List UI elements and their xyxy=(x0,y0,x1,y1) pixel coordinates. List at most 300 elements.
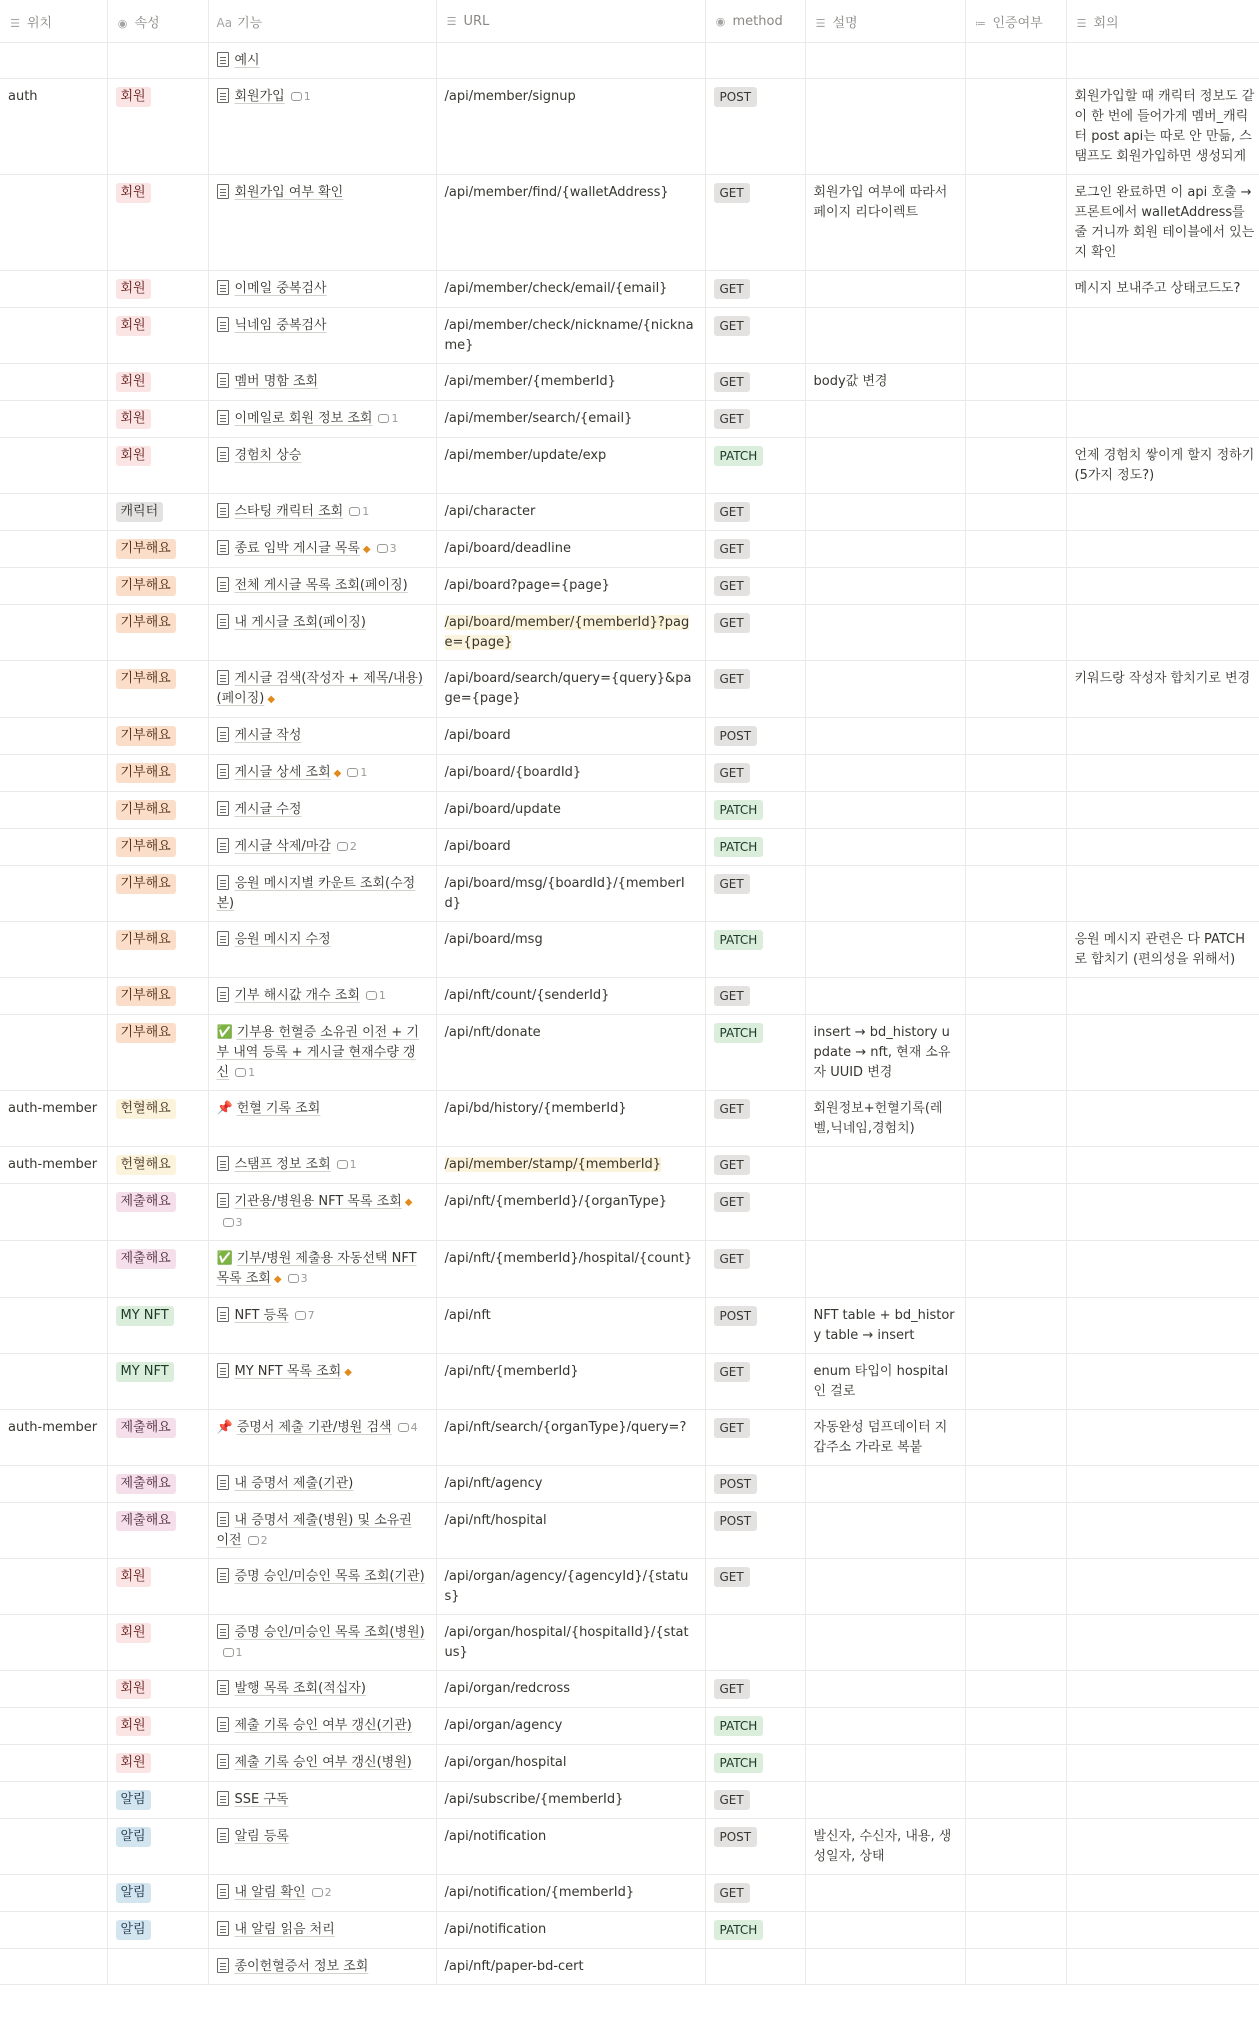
feature-name-link[interactable]: 예시 xyxy=(234,53,260,68)
cell-meeting[interactable] xyxy=(1066,978,1259,1015)
cell-url[interactable] xyxy=(436,978,705,1015)
table-row[interactable] xyxy=(0,79,1259,175)
cell-method[interactable] xyxy=(705,568,805,605)
cell-meeting[interactable] xyxy=(1066,1298,1259,1354)
cell-location[interactable] xyxy=(0,438,107,494)
cell-attribute[interactable] xyxy=(107,531,208,568)
column-header-1[interactable] xyxy=(107,0,208,43)
cell-location[interactable] xyxy=(0,531,107,568)
cell-method[interactable] xyxy=(705,1410,805,1466)
cell-auth[interactable] xyxy=(965,866,1066,922)
column-header-5[interactable] xyxy=(805,0,965,43)
feature-name-link[interactable]: 게시글 삭제/마감 xyxy=(234,839,331,854)
cell-feature[interactable] xyxy=(208,438,436,494)
cell-attribute[interactable] xyxy=(107,866,208,922)
comment-count[interactable] xyxy=(223,1646,243,1659)
cell-url[interactable] xyxy=(436,79,705,175)
cell-url[interactable] xyxy=(436,605,705,661)
table-row[interactable] xyxy=(0,364,1259,401)
cell-attribute[interactable] xyxy=(107,175,208,271)
column-header-7[interactable] xyxy=(1066,0,1259,43)
table-row[interactable] xyxy=(0,1782,1259,1819)
cell-auth[interactable] xyxy=(965,401,1066,438)
cell-feature[interactable] xyxy=(208,494,436,531)
cell-auth[interactable] xyxy=(965,568,1066,605)
cell-description[interactable] xyxy=(805,605,965,661)
cell-feature[interactable] xyxy=(208,364,436,401)
table-row[interactable] xyxy=(0,792,1259,829)
comment-count[interactable] xyxy=(377,542,397,555)
cell-url[interactable] xyxy=(436,1466,705,1503)
cell-auth[interactable] xyxy=(965,531,1066,568)
cell-url[interactable] xyxy=(436,755,705,792)
cell-meeting[interactable] xyxy=(1066,568,1259,605)
cell-description[interactable] xyxy=(805,829,965,866)
cell-url[interactable] xyxy=(436,1091,705,1147)
cell-attribute[interactable] xyxy=(107,755,208,792)
cell-meeting[interactable] xyxy=(1066,79,1259,175)
cell-feature[interactable] xyxy=(208,1708,436,1745)
column-header-6[interactable] xyxy=(965,0,1066,43)
cell-location[interactable] xyxy=(0,829,107,866)
cell-auth[interactable] xyxy=(965,1354,1066,1410)
cell-attribute[interactable] xyxy=(107,718,208,755)
feature-name-link[interactable]: 종료 임박 게시글 목록 xyxy=(234,541,360,556)
cell-meeting[interactable] xyxy=(1066,1912,1259,1949)
cell-feature[interactable] xyxy=(208,1615,436,1671)
cell-location[interactable] xyxy=(0,1466,107,1503)
cell-url[interactable] xyxy=(436,1875,705,1912)
cell-feature[interactable] xyxy=(208,1671,436,1708)
cell-url[interactable] xyxy=(436,1410,705,1466)
cell-location[interactable] xyxy=(0,401,107,438)
cell-location[interactable] xyxy=(0,1708,107,1745)
cell-method[interactable] xyxy=(705,43,805,79)
cell-auth[interactable] xyxy=(965,1559,1066,1615)
feature-name-link[interactable]: 응원 메시지별 카운트 조회(수정본) xyxy=(216,876,416,911)
cell-auth[interactable] xyxy=(965,79,1066,175)
cell-feature[interactable] xyxy=(208,531,436,568)
column-header-2[interactable] xyxy=(208,0,436,43)
cell-meeting[interactable] xyxy=(1066,1559,1259,1615)
cell-feature[interactable] xyxy=(208,922,436,978)
cell-description[interactable] xyxy=(805,1503,965,1559)
feature-name-link[interactable]: 기부 해시값 개수 조회 xyxy=(234,988,360,1003)
cell-attribute[interactable] xyxy=(107,1745,208,1782)
cell-method[interactable] xyxy=(705,1745,805,1782)
cell-auth[interactable] xyxy=(965,1708,1066,1745)
cell-auth[interactable] xyxy=(965,1745,1066,1782)
cell-feature[interactable] xyxy=(208,605,436,661)
cell-auth[interactable] xyxy=(965,1503,1066,1559)
cell-location[interactable] xyxy=(0,1875,107,1912)
cell-attribute[interactable] xyxy=(107,1708,208,1745)
comment-count[interactable] xyxy=(337,840,357,853)
cell-method[interactable] xyxy=(705,364,805,401)
table-row[interactable] xyxy=(0,978,1259,1015)
table-row[interactable] xyxy=(0,1354,1259,1410)
table-row[interactable] xyxy=(0,1708,1259,1745)
cell-attribute[interactable] xyxy=(107,1091,208,1147)
cell-feature[interactable] xyxy=(208,1410,436,1466)
cell-meeting[interactable] xyxy=(1066,1184,1259,1241)
cell-attribute[interactable] xyxy=(107,79,208,175)
cell-auth[interactable] xyxy=(965,1015,1066,1091)
cell-description[interactable] xyxy=(805,1708,965,1745)
cell-url[interactable] xyxy=(436,438,705,494)
feature-name-link[interactable]: 증명 승인/미승인 목록 조회(기관) xyxy=(234,1569,425,1584)
cell-url[interactable] xyxy=(436,1241,705,1298)
cell-meeting[interactable] xyxy=(1066,531,1259,568)
cell-method[interactable] xyxy=(705,1091,805,1147)
cell-location[interactable] xyxy=(0,494,107,531)
cell-attribute[interactable] xyxy=(107,829,208,866)
cell-description[interactable] xyxy=(805,755,965,792)
cell-auth[interactable] xyxy=(965,494,1066,531)
cell-url[interactable] xyxy=(436,531,705,568)
feature-name-link[interactable]: 발행 목록 조회(적십자) xyxy=(234,1681,366,1696)
cell-description[interactable] xyxy=(805,494,965,531)
feature-name-link[interactable]: 알림 등록 xyxy=(234,1829,289,1844)
cell-feature[interactable] xyxy=(208,1782,436,1819)
cell-method[interactable] xyxy=(705,1782,805,1819)
cell-feature[interactable] xyxy=(208,829,436,866)
cell-location[interactable] xyxy=(0,1410,107,1466)
cell-url[interactable] xyxy=(436,1782,705,1819)
cell-description[interactable] xyxy=(805,1354,965,1410)
table-row[interactable] xyxy=(0,1671,1259,1708)
cell-description[interactable] xyxy=(805,79,965,175)
cell-method[interactable] xyxy=(705,718,805,755)
cell-description[interactable] xyxy=(805,978,965,1015)
column-header-3[interactable] xyxy=(436,0,705,43)
cell-method[interactable] xyxy=(705,866,805,922)
cell-meeting[interactable] xyxy=(1066,43,1259,79)
cell-method[interactable] xyxy=(705,401,805,438)
table-row[interactable] xyxy=(0,1745,1259,1782)
cell-description[interactable] xyxy=(805,661,965,718)
feature-name-link[interactable]: 스타팅 캐릭터 조회 xyxy=(234,504,344,519)
cell-meeting[interactable] xyxy=(1066,271,1259,308)
feature-name-link[interactable]: MY NFT 목록 조회 xyxy=(234,1364,342,1379)
feature-name-link[interactable]: 제출 기록 승인 여부 갱신(병원) xyxy=(234,1755,412,1770)
comment-count[interactable] xyxy=(337,1158,357,1171)
cell-location[interactable] xyxy=(0,1782,107,1819)
cell-description[interactable] xyxy=(805,1745,965,1782)
cell-method[interactable] xyxy=(705,605,805,661)
cell-url[interactable] xyxy=(436,661,705,718)
cell-meeting[interactable] xyxy=(1066,1503,1259,1559)
cell-url[interactable] xyxy=(436,1949,705,1985)
feature-name-link[interactable]: 닉네임 중복검사 xyxy=(234,318,327,333)
comment-count[interactable] xyxy=(347,766,367,779)
feature-name-link[interactable]: 게시글 작성 xyxy=(234,728,302,743)
cell-attribute[interactable] xyxy=(107,1503,208,1559)
feature-name-link[interactable]: 내 증명서 제출(병원) 및 소유권 이전 xyxy=(216,1513,412,1548)
cell-url[interactable] xyxy=(436,866,705,922)
cell-location[interactable] xyxy=(0,605,107,661)
cell-feature[interactable] xyxy=(208,661,436,718)
cell-meeting[interactable] xyxy=(1066,1615,1259,1671)
cell-meeting[interactable] xyxy=(1066,364,1259,401)
cell-location[interactable] xyxy=(0,661,107,718)
comment-count[interactable] xyxy=(378,412,398,425)
cell-location[interactable] xyxy=(0,792,107,829)
cell-feature[interactable] xyxy=(208,175,436,271)
feature-name-link[interactable]: 경험치 상승 xyxy=(234,448,302,463)
cell-attribute[interactable] xyxy=(107,1559,208,1615)
cell-feature[interactable] xyxy=(208,308,436,364)
cell-auth[interactable] xyxy=(965,1949,1066,1985)
cell-auth[interactable] xyxy=(965,308,1066,364)
cell-auth[interactable] xyxy=(965,1410,1066,1466)
cell-auth[interactable] xyxy=(965,271,1066,308)
cell-auth[interactable] xyxy=(965,978,1066,1015)
cell-description[interactable] xyxy=(805,438,965,494)
table-row[interactable] xyxy=(0,308,1259,364)
cell-attribute[interactable] xyxy=(107,1875,208,1912)
table-row[interactable] xyxy=(0,755,1259,792)
table-row[interactable] xyxy=(0,922,1259,978)
table-row[interactable] xyxy=(0,1875,1259,1912)
cell-attribute[interactable] xyxy=(107,1147,208,1184)
cell-url[interactable] xyxy=(436,1559,705,1615)
cell-url[interactable] xyxy=(436,1615,705,1671)
column-header-4[interactable] xyxy=(705,0,805,43)
cell-location[interactable] xyxy=(0,43,107,79)
comment-count[interactable] xyxy=(223,1216,243,1229)
cell-description[interactable] xyxy=(805,568,965,605)
cell-location[interactable] xyxy=(0,1184,107,1241)
cell-method[interactable] xyxy=(705,661,805,718)
table-row[interactable] xyxy=(0,1410,1259,1466)
cell-url[interactable] xyxy=(436,1298,705,1354)
cell-auth[interactable] xyxy=(965,364,1066,401)
table-row[interactable] xyxy=(0,438,1259,494)
cell-description[interactable] xyxy=(805,1466,965,1503)
cell-location[interactable] xyxy=(0,978,107,1015)
cell-meeting[interactable] xyxy=(1066,1745,1259,1782)
cell-meeting[interactable] xyxy=(1066,1091,1259,1147)
cell-url[interactable] xyxy=(436,568,705,605)
cell-feature[interactable] xyxy=(208,755,436,792)
cell-url[interactable] xyxy=(436,829,705,866)
cell-meeting[interactable] xyxy=(1066,494,1259,531)
cell-description[interactable] xyxy=(805,718,965,755)
cell-location[interactable] xyxy=(0,1819,107,1875)
cell-description[interactable] xyxy=(805,922,965,978)
cell-auth[interactable] xyxy=(965,1184,1066,1241)
cell-meeting[interactable] xyxy=(1066,605,1259,661)
cell-url[interactable] xyxy=(436,308,705,364)
feature-name-link[interactable]: 내 증명서 제출(기관) xyxy=(234,1476,354,1491)
cell-meeting[interactable] xyxy=(1066,175,1259,271)
cell-location[interactable] xyxy=(0,1091,107,1147)
cell-feature[interactable] xyxy=(208,718,436,755)
cell-feature[interactable] xyxy=(208,1298,436,1354)
cell-description[interactable] xyxy=(805,1241,965,1298)
cell-url[interactable] xyxy=(436,922,705,978)
feature-name-link[interactable]: NFT 등록 xyxy=(234,1308,289,1323)
cell-method[interactable] xyxy=(705,1819,805,1875)
feature-name-link[interactable]: 회원가입 xyxy=(234,89,285,104)
cell-url[interactable] xyxy=(436,792,705,829)
cell-feature[interactable] xyxy=(208,43,436,79)
feature-name-link[interactable]: 내 게시글 조회(페이징) xyxy=(234,615,366,630)
cell-description[interactable] xyxy=(805,401,965,438)
table-row[interactable] xyxy=(0,1241,1259,1298)
cell-url[interactable] xyxy=(436,1184,705,1241)
feature-name-link[interactable]: 헌혈 기록 조회 xyxy=(236,1101,321,1116)
cell-attribute[interactable] xyxy=(107,271,208,308)
cell-attribute[interactable] xyxy=(107,43,208,79)
comment-count[interactable] xyxy=(349,505,369,518)
cell-meeting[interactable] xyxy=(1066,1949,1259,1985)
cell-description[interactable] xyxy=(805,1091,965,1147)
cell-location[interactable] xyxy=(0,568,107,605)
cell-description[interactable] xyxy=(805,175,965,271)
table-row[interactable] xyxy=(0,661,1259,718)
cell-feature[interactable] xyxy=(208,1559,436,1615)
cell-attribute[interactable] xyxy=(107,1241,208,1298)
table-row[interactable] xyxy=(0,1503,1259,1559)
feature-name-link[interactable]: 기관용/병원용 NFT 목록 조회 xyxy=(234,1194,402,1209)
feature-name-link[interactable]: 증명서 제출 기관/병원 검색 xyxy=(236,1420,392,1435)
cell-auth[interactable] xyxy=(965,1615,1066,1671)
cell-location[interactable] xyxy=(0,271,107,308)
cell-auth[interactable] xyxy=(965,1782,1066,1819)
cell-location[interactable] xyxy=(0,79,107,175)
cell-auth[interactable] xyxy=(965,1671,1066,1708)
cell-feature[interactable] xyxy=(208,1015,436,1091)
table-row[interactable] xyxy=(0,43,1259,79)
cell-attribute[interactable] xyxy=(107,494,208,531)
cell-method[interactable] xyxy=(705,531,805,568)
cell-auth[interactable] xyxy=(965,792,1066,829)
feature-name-link[interactable]: 전체 게시글 목록 조회(페이징) xyxy=(234,578,408,593)
cell-url[interactable] xyxy=(436,43,705,79)
cell-auth[interactable] xyxy=(965,1298,1066,1354)
cell-method[interactable] xyxy=(705,1875,805,1912)
comment-count[interactable] xyxy=(398,1421,418,1434)
cell-location[interactable] xyxy=(0,1745,107,1782)
cell-method[interactable] xyxy=(705,922,805,978)
cell-url[interactable] xyxy=(436,1354,705,1410)
cell-auth[interactable] xyxy=(965,1147,1066,1184)
feature-name-link[interactable]: 게시글 검색(작성자 + 제목/내용) (페이징) xyxy=(216,671,424,706)
cell-attribute[interactable] xyxy=(107,1354,208,1410)
cell-location[interactable] xyxy=(0,1949,107,1985)
cell-attribute[interactable] xyxy=(107,1671,208,1708)
table-row[interactable] xyxy=(0,1559,1259,1615)
cell-url[interactable] xyxy=(436,1503,705,1559)
cell-method[interactable] xyxy=(705,1147,805,1184)
cell-attribute[interactable] xyxy=(107,1615,208,1671)
table-row[interactable] xyxy=(0,1912,1259,1949)
cell-location[interactable] xyxy=(0,175,107,271)
cell-description[interactable] xyxy=(805,1671,965,1708)
comment-count[interactable] xyxy=(288,1272,308,1285)
table-row[interactable] xyxy=(0,568,1259,605)
feature-name-link[interactable]: 증명 승인/미승인 목록 조회(병원) xyxy=(234,1625,425,1640)
cell-attribute[interactable] xyxy=(107,438,208,494)
cell-auth[interactable] xyxy=(965,1091,1066,1147)
cell-feature[interactable] xyxy=(208,1147,436,1184)
cell-meeting[interactable] xyxy=(1066,438,1259,494)
cell-feature[interactable] xyxy=(208,1354,436,1410)
cell-description[interactable] xyxy=(805,531,965,568)
cell-meeting[interactable] xyxy=(1066,1819,1259,1875)
cell-auth[interactable] xyxy=(965,829,1066,866)
cell-auth[interactable] xyxy=(965,605,1066,661)
cell-url[interactable] xyxy=(436,1147,705,1184)
table-row[interactable] xyxy=(0,494,1259,531)
cell-method[interactable] xyxy=(705,1298,805,1354)
cell-method[interactable] xyxy=(705,271,805,308)
cell-method[interactable] xyxy=(705,438,805,494)
cell-auth[interactable] xyxy=(965,661,1066,718)
cell-location[interactable] xyxy=(0,755,107,792)
cell-url[interactable] xyxy=(436,1745,705,1782)
cell-meeting[interactable] xyxy=(1066,829,1259,866)
cell-feature[interactable] xyxy=(208,1745,436,1782)
cell-method[interactable] xyxy=(705,175,805,271)
cell-location[interactable] xyxy=(0,1912,107,1949)
cell-attribute[interactable] xyxy=(107,1015,208,1091)
cell-method[interactable] xyxy=(705,1615,805,1671)
cell-description[interactable] xyxy=(805,866,965,922)
cell-description[interactable] xyxy=(805,1559,965,1615)
cell-url[interactable] xyxy=(436,1912,705,1949)
feature-name-link[interactable]: 기부용 헌혈증 소유권 이전 + 기부 내역 등록 + 게시글 현재수량 갱신 xyxy=(216,1025,419,1080)
feature-name-link[interactable]: 내 알림 확인 xyxy=(234,1885,306,1900)
cell-feature[interactable] xyxy=(208,1949,436,1985)
cell-meeting[interactable] xyxy=(1066,755,1259,792)
cell-attribute[interactable] xyxy=(107,1298,208,1354)
cell-attribute[interactable] xyxy=(107,605,208,661)
cell-attribute[interactable] xyxy=(107,1949,208,1985)
cell-url[interactable] xyxy=(436,401,705,438)
cell-feature[interactable] xyxy=(208,866,436,922)
cell-meeting[interactable] xyxy=(1066,792,1259,829)
comment-count[interactable] xyxy=(248,1534,268,1547)
cell-description[interactable] xyxy=(805,43,965,79)
feature-name-link[interactable]: 이메일 중복검사 xyxy=(234,281,327,296)
feature-name-link[interactable]: 종이헌혈증서 정보 조회 xyxy=(234,1959,369,1974)
cell-feature[interactable] xyxy=(208,568,436,605)
table-row[interactable] xyxy=(0,1298,1259,1354)
cell-url[interactable] xyxy=(436,271,705,308)
cell-description[interactable] xyxy=(805,308,965,364)
cell-location[interactable] xyxy=(0,1559,107,1615)
cell-feature[interactable] xyxy=(208,1819,436,1875)
comment-count[interactable] xyxy=(295,1309,315,1322)
cell-method[interactable] xyxy=(705,1184,805,1241)
cell-description[interactable] xyxy=(805,1410,965,1466)
cell-location[interactable] xyxy=(0,1015,107,1091)
cell-url[interactable] xyxy=(436,1015,705,1091)
cell-feature[interactable] xyxy=(208,1503,436,1559)
cell-meeting[interactable] xyxy=(1066,922,1259,978)
cell-feature[interactable] xyxy=(208,271,436,308)
cell-method[interactable] xyxy=(705,1708,805,1745)
cell-method[interactable] xyxy=(705,829,805,866)
table-row[interactable] xyxy=(0,1615,1259,1671)
cell-attribute[interactable] xyxy=(107,401,208,438)
cell-location[interactable] xyxy=(0,1241,107,1298)
comment-count[interactable] xyxy=(291,90,311,103)
cell-url[interactable] xyxy=(436,175,705,271)
